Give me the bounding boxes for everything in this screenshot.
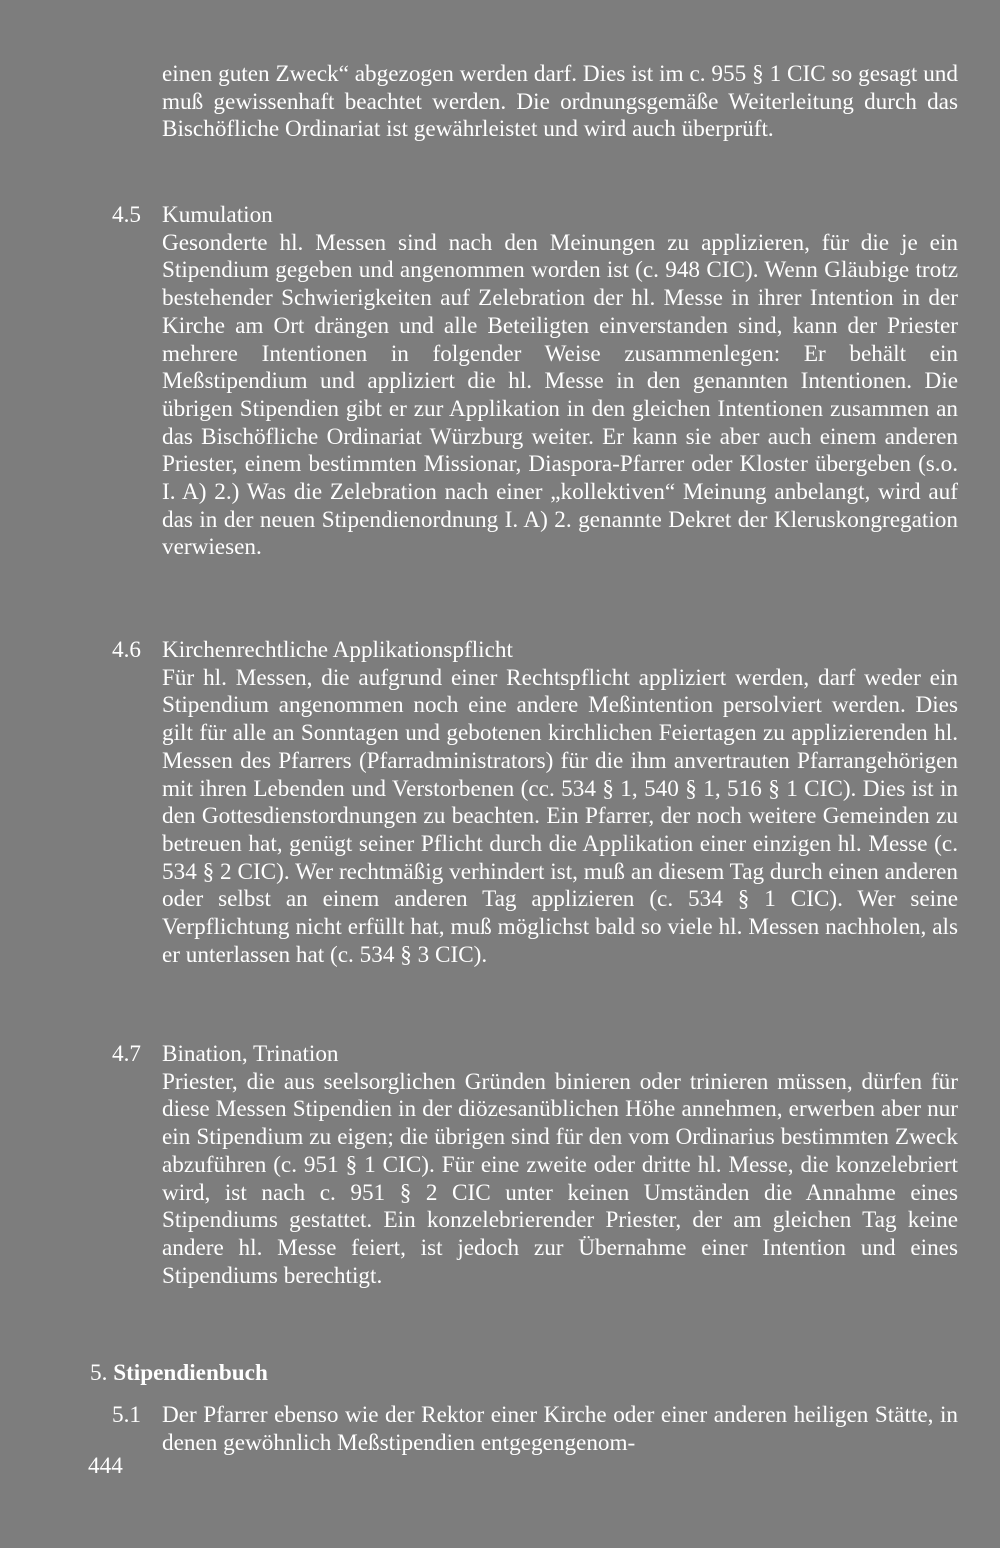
section-heading: Kirchenrechtliche Applikationspflicht bbox=[162, 637, 513, 663]
section-number: 4.6 bbox=[112, 637, 141, 663]
lead-paragraph: einen guten Zweck“ abgezogen werden darf. Dies ist im c. 955 § 1 CIC so gesagt und muß gewissenhaft beachtet werden. Die ordnungsgemäße Weiterleitung durch das Bischöfliche Ordinariat ist gewährleistet und wird auch überprüft. bbox=[162, 61, 958, 143]
chapter-heading bbox=[90, 1360, 268, 1388]
section-body: Gesonderte hl. Messen sind nach den Meinungen zu applizieren, für die je ein Stipendium gegeben und angenommen worden ist (c. 948 CIC). Wenn Gläubige trotz bestehender Schwierigkeiten auf Zelebration der hl. Messe in ihrer Intention in der Kirche am Ort drängen und alle Beteiligten einverstanden sind, kann der Priester mehrere Intentionen in folgender Weise zusammenlegen: Er behält ein Meßstipendium und appliziert die hl. Messe in den genannten Intentionen. Die übrigen Stipendien gibt er zur Applikation in den gleichen Intentionen zusammen an das Bischöfliche Ordinariat Würzburg weiter. Er kann sie aber auch einem anderen Priester, einem bestimmten Missionar, Diaspora-Pfarrer oder Kloster übergeben (s.o. I. A) 2.) Was die Zelebration nach einer „kollektiven“ Meinung anbelangt, wird auf das in der neuen Stipendienordnung I. A) 2. genannte Dekret der Kleruskongregation verwiesen. bbox=[162, 229, 958, 561]
section-number: 4.5 bbox=[112, 202, 141, 228]
section-heading: Kumulation bbox=[162, 202, 273, 228]
section-body: Für hl. Messen, die aufgrund einer Rechtspflicht appliziert werden, darf weder ein Stipendium angenommen noch eine andere Meßintention persolviert werden. Dies gilt für alle an Sonntagen und gebotenen kirchlichen Feiertagen zu applizierenden hl. Messen des Pfarrers (Pfarradministrators) für die ihm anvertrauten Pfarrangehörigen mit ihren Lebenden und Verstorbenen (cc. 534 § 1, 540 § 1, 516 § 1 CIC). Dies ist in den Gottesdienstordnungen zu beachten. Ein Pfarrer, der noch weitere Gemeinden zu betreuen hat, genügt seiner Pflicht durch die Applikation einer einzigen hl. Messe (c. 534 § 2 CIC). Wer rechtmäßig verhindert ist, muß an diesem Tag durch einen anderen oder selbst an einem anderen Tag applizieren (c. 534 § 1 CIC). Wer seine Verpflichtung nicht erfüllt hat, muß möglichst bald so viele hl. Messen nachholen, als er unterlassen hat (c. 534 § 3 CIC). bbox=[162, 664, 958, 968]
chapter-number: 5. bbox=[90, 1360, 108, 1386]
section-number: 5.1 bbox=[112, 1402, 141, 1428]
section-body: Der Pfarrer ebenso wie der Rektor einer Kirche oder einer anderen heiligen Stätte, in denen gewöhnlich Meßstipendien entgegengenom- bbox=[162, 1402, 958, 1456]
section-body: Priester, die aus seelsorglichen Gründen binieren oder trinieren müssen, dürfen für diese Messen Stipendien in der diözesanüblichen Höhe annehmen, erwerben aber nur ein Stipendium zu eigen; die übrigen sind für den vom Ordinarius bestimmten Zweck abzuführen (c. 951 § 1 CIC). Für eine zweite oder dritte hl. Messe, die konzelebriert wird, ist nach c. 951 § 2 CIC unter keinen Umständen die Annahme eines Stipendiums gestattet. Ein konzelebrierender Priester, der am gleichen Tag keine andere hl. Messe feiert, ist jedoch zur Übernahme einer Intention und eines Stipendiums berechtigt. bbox=[162, 1068, 958, 1289]
page-number: 444 bbox=[88, 1453, 123, 1479]
section-number: 4.7 bbox=[112, 1041, 141, 1067]
section-heading: Bination, Trination bbox=[162, 1041, 339, 1067]
chapter-title: Stipendienbuch bbox=[113, 1360, 268, 1386]
